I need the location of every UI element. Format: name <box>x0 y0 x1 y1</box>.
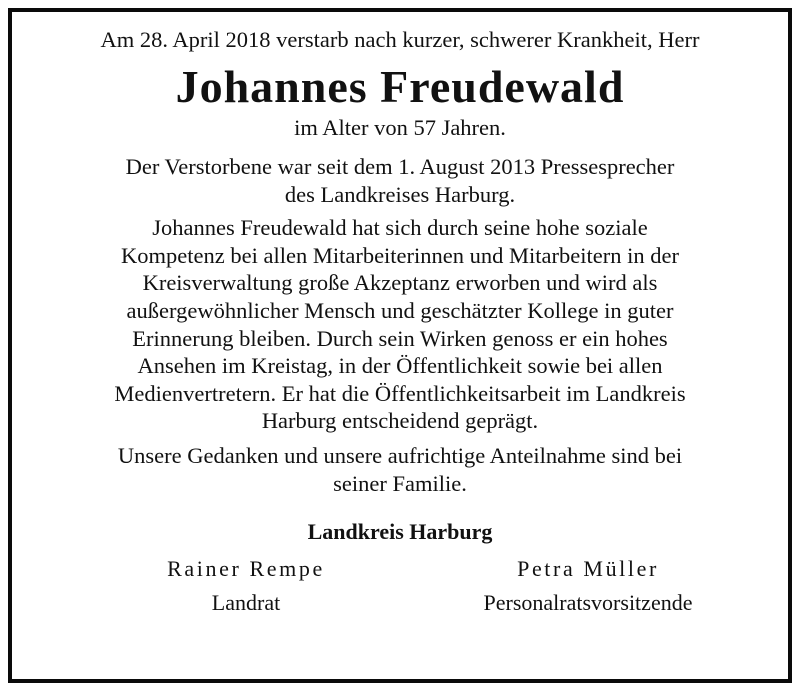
signers-block <box>12 555 788 619</box>
condolence-paragraph <box>12 442 788 497</box>
paragraph-line: Johannes Freudewald hat sich durch seine hohe soziale <box>152 215 648 241</box>
paragraph-line: Kreisverwaltung große Akzeptanz erworben und wird als <box>142 270 658 296</box>
signer-name: Rainer Rempe <box>167 556 325 582</box>
paragraph-line: Der Verstorbene war seit dem 1. August 2013 Pressesprecher <box>125 154 675 179</box>
position-paragraph <box>12 153 788 208</box>
signer-role: Personalratsvorsitzende <box>483 590 693 616</box>
deceased-name: Johannes Freudewald <box>175 61 625 112</box>
obituary-content <box>12 26 788 619</box>
paragraph-line: seiner Familie. <box>333 470 467 496</box>
paragraph-line: Ansehen im Kreistag, in der Öffentlichkeit sowie bei allen <box>137 353 663 379</box>
paragraph-line: Erinnerung bleiben. Durch sein Wirken genoss er ein hohes <box>132 325 668 351</box>
obituary-frame <box>8 8 792 683</box>
paragraph-line: Kompetenz bei allen Mitarbeiterinnen und Mitarbeitern in der <box>121 242 679 268</box>
paragraph-line: Medienvertretern. Er hat die Öffentlichkeitsarbeit im Landkreis <box>114 380 686 406</box>
tribute-paragraph <box>12 214 788 435</box>
intro-text: Am 28. April 2018 verstarb nach kurzer, schwerer Krankheit, Herr <box>100 27 700 52</box>
organization-name: Landkreis Harburg <box>307 519 493 545</box>
signer-name: Petra Müller <box>517 556 659 582</box>
signer-left <box>81 555 411 617</box>
age-text: im Alter von 57 Jahren. <box>294 115 506 140</box>
paragraph-line: des Landkreises Harburg. <box>284 181 516 207</box>
paragraph-line: Harburg entscheidend geprägt. <box>261 408 539 434</box>
paragraph-line: Unsere Gedanken und unsere aufrichtige Anteilnahme sind bei <box>117 442 683 468</box>
signer-role: Landrat <box>211 590 281 616</box>
signer-right <box>423 555 753 617</box>
paragraph-line: außergewöhnlicher Mensch und geschätzter Kollege in guter <box>126 297 674 323</box>
